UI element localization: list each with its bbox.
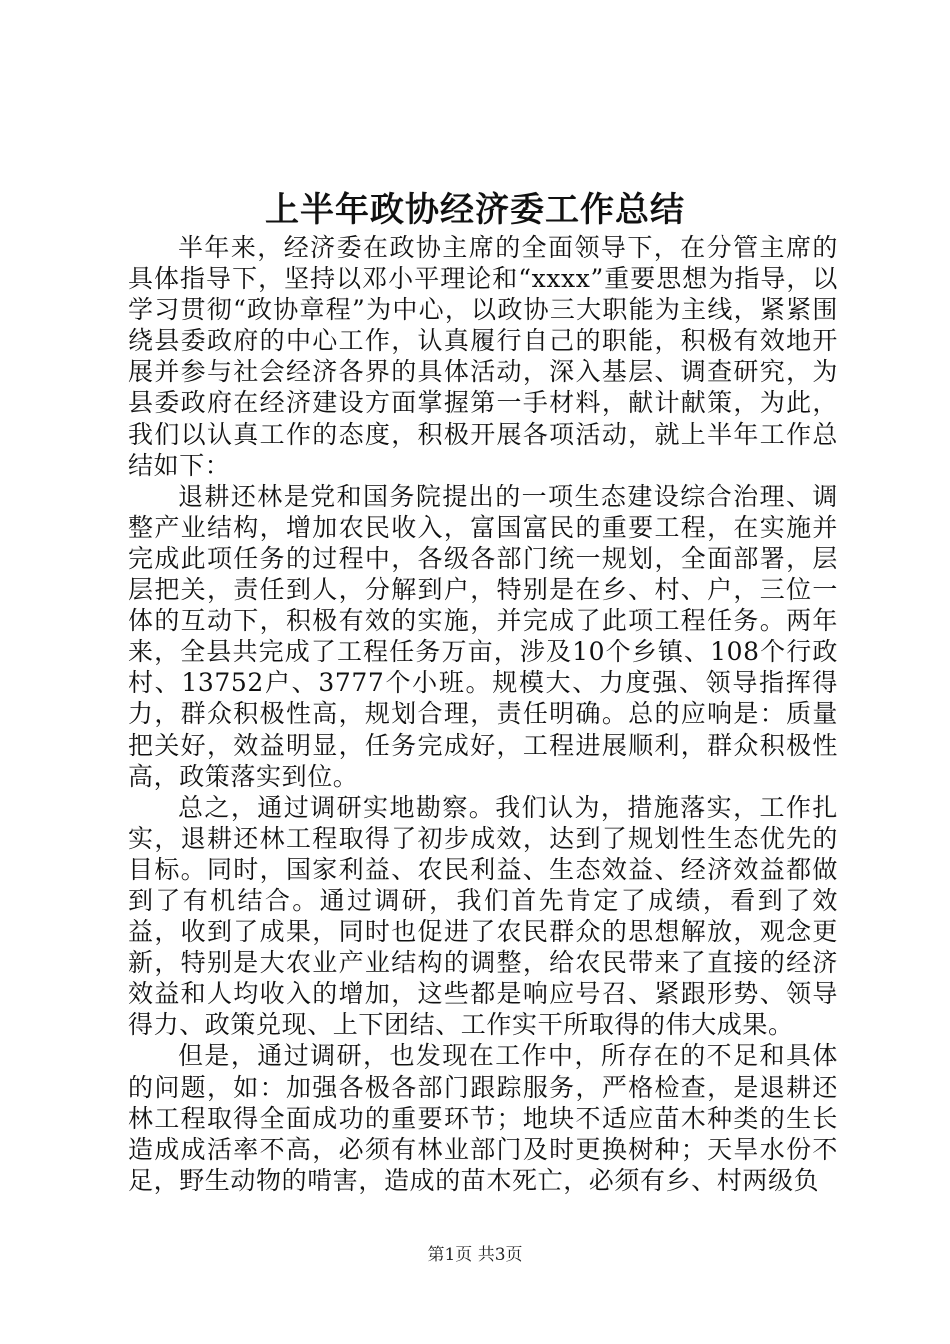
paragraph-problems: 但是，通过调研，也发现在工作中，所存在的不足和具体的问题，如：加强各极各部门跟踪服务，严格检查，是退耕还林工程取得全面成功的重要环节；地块不适应苗木种类的生长造成成活率不高，必须有林业部门及时更换树种；天旱水份不足，野生动物的啃害，造成的苗木死亡，必须有乡、村两级负 — [128, 1041, 838, 1195]
document-body — [128, 232, 838, 1196]
paragraph-conclusion: 总之，通过调研实地勘察。我们认为，措施落实，工作扎实，退耕还林工程取得了初步成效，达到了规划性生态优先的目标。同时，国家利益、农民利益、生态效益、经济效益都做到了有机结合。通过调研，我们首先肯定了成绩，看到了效益，收到了成果，同时也促进了农民群众的思想解放，观念更新，特别是大农业产业结构的调整，给农民带来了直接的经济效益和人均收入的增加，这些都是响应号召、紧跟形势、领导得力、政策兑现、上下团结、工作实干所取得的伟大成果。 — [128, 792, 838, 1040]
page-number: 第1页 共3页 — [427, 1245, 523, 1265]
document-title: 上半年政协经济委工作总结 — [265, 190, 685, 230]
paragraph-reforestation: 退耕还林是党和国务院提出的一项生态建设综合治理、调整产业结构，增加农民收入，富国富民的重要工程，在实施并完成此项任务的过程中，各级各部门统一规划，全面部署，层层把关，责任到人，分解到户，特别是在乡、村、户，三位一体的互动下，积极有效的实施，并完成了此项工程任务。两年来，全县共完成了工程任务万亩，涉及10个乡镇、108个行政村、13752户、3777个小班。规模大、力度强、领导指挥得力，群众积极性高，规划合理，责任明确。总的应响是：质量把关好，效益明显，任务完成好，工程进展顺利，群众积极性高，政策落实到位。 — [128, 481, 838, 791]
paragraph-intro: 半年来，经济委在政协主席的全面领导下，在分管主席的具体指导下，坚持以邓小平理论和“xxxx”重要思想为指导，以学习贯彻“政协章程”为中心，以政协三大职能为主线，紧紧围绕县委政府的中心工作，认真履行自己的职能，积极有效地开展并参与社会经济各界的具体活动，深入基层、调查研究，为县委政府在经济建设方面掌握第一手材料，献计献策，为此，我们以认真工作的态度，积极开展各项活动，就上半年工作总结如下： — [128, 233, 838, 480]
